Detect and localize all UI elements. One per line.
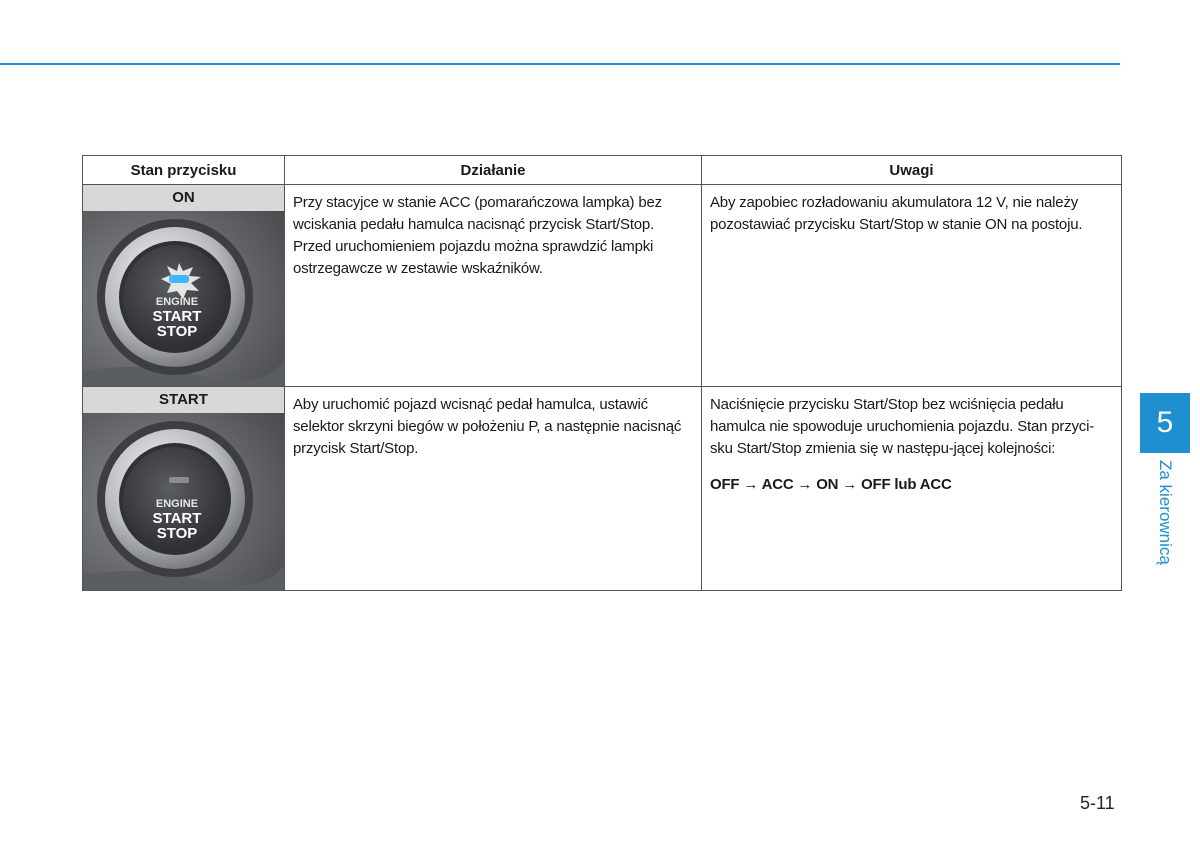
table-header-row <box>83 156 1122 185</box>
header-notes: Uwagi <box>702 156 1122 185</box>
state-label: ON <box>83 185 284 211</box>
engine-start-button-start-image <box>83 413 284 590</box>
start-stop-table <box>82 155 1122 591</box>
notes-text: Aby zapobiec rozładowaniu akumulatora 12 V, nie należy pozostawiać przycisku Start/Stop w stanie ON na postoju. <box>710 194 1083 233</box>
action-text: Aby uruchomić pojazd wcisnąć pedał hamulca, ustawić selektor skrzyni biegów w położeniu P, a następnie nacisnąć przycisk Start/Stop. <box>293 396 682 457</box>
button-text-stop: STOP <box>156 525 198 542</box>
state-label: START <box>83 387 284 413</box>
notes-cell <box>702 185 1122 387</box>
state-sequence: OFF → ACC → ON → OFF lub ACC <box>710 476 952 493</box>
chapter-title: Za kierownicą <box>1156 460 1175 565</box>
chapter-number-tab: 5 <box>1140 393 1190 453</box>
state-cell <box>83 185 285 387</box>
button-text-engine: ENGINE <box>155 296 199 308</box>
notes-text: Naciśnięcie przycisku Start/Stop bez wciśnięcia pedału hamulca nie spowoduje uruchomienia pojazdu. Stan przyci-sku Start/Stop zmienia się w następu-jącej kolejności: <box>710 396 1095 457</box>
action-text: Przy stacyjce w stanie ACC (pomarańczowa lampka) bez wciskania pedału hamulca nacisnąć przycisk Start/Stop. Przed uruchomieniem pojazdu można sprawdzić lampki ostrzegawcze w zestawie wskaźników. <box>293 194 662 277</box>
button-text-engine: ENGINE <box>155 498 199 510</box>
header-action: Działanie <box>285 156 702 185</box>
button-text-start: START <box>152 510 202 527</box>
page-number: 5-11 <box>1080 793 1115 813</box>
notes-cell <box>702 387 1122 591</box>
button-text-stop: STOP <box>156 323 198 340</box>
state-cell <box>83 387 285 591</box>
header-button-state: Stan przycisku <box>83 156 285 185</box>
header-rule <box>0 63 1120 65</box>
indicator-off-icon <box>169 477 189 483</box>
action-cell <box>285 387 702 591</box>
engine-start-button-on-image <box>83 211 284 386</box>
action-cell <box>285 185 702 387</box>
table-row <box>83 185 1122 387</box>
table-row <box>83 387 1122 591</box>
button-text-start: START <box>152 308 202 325</box>
